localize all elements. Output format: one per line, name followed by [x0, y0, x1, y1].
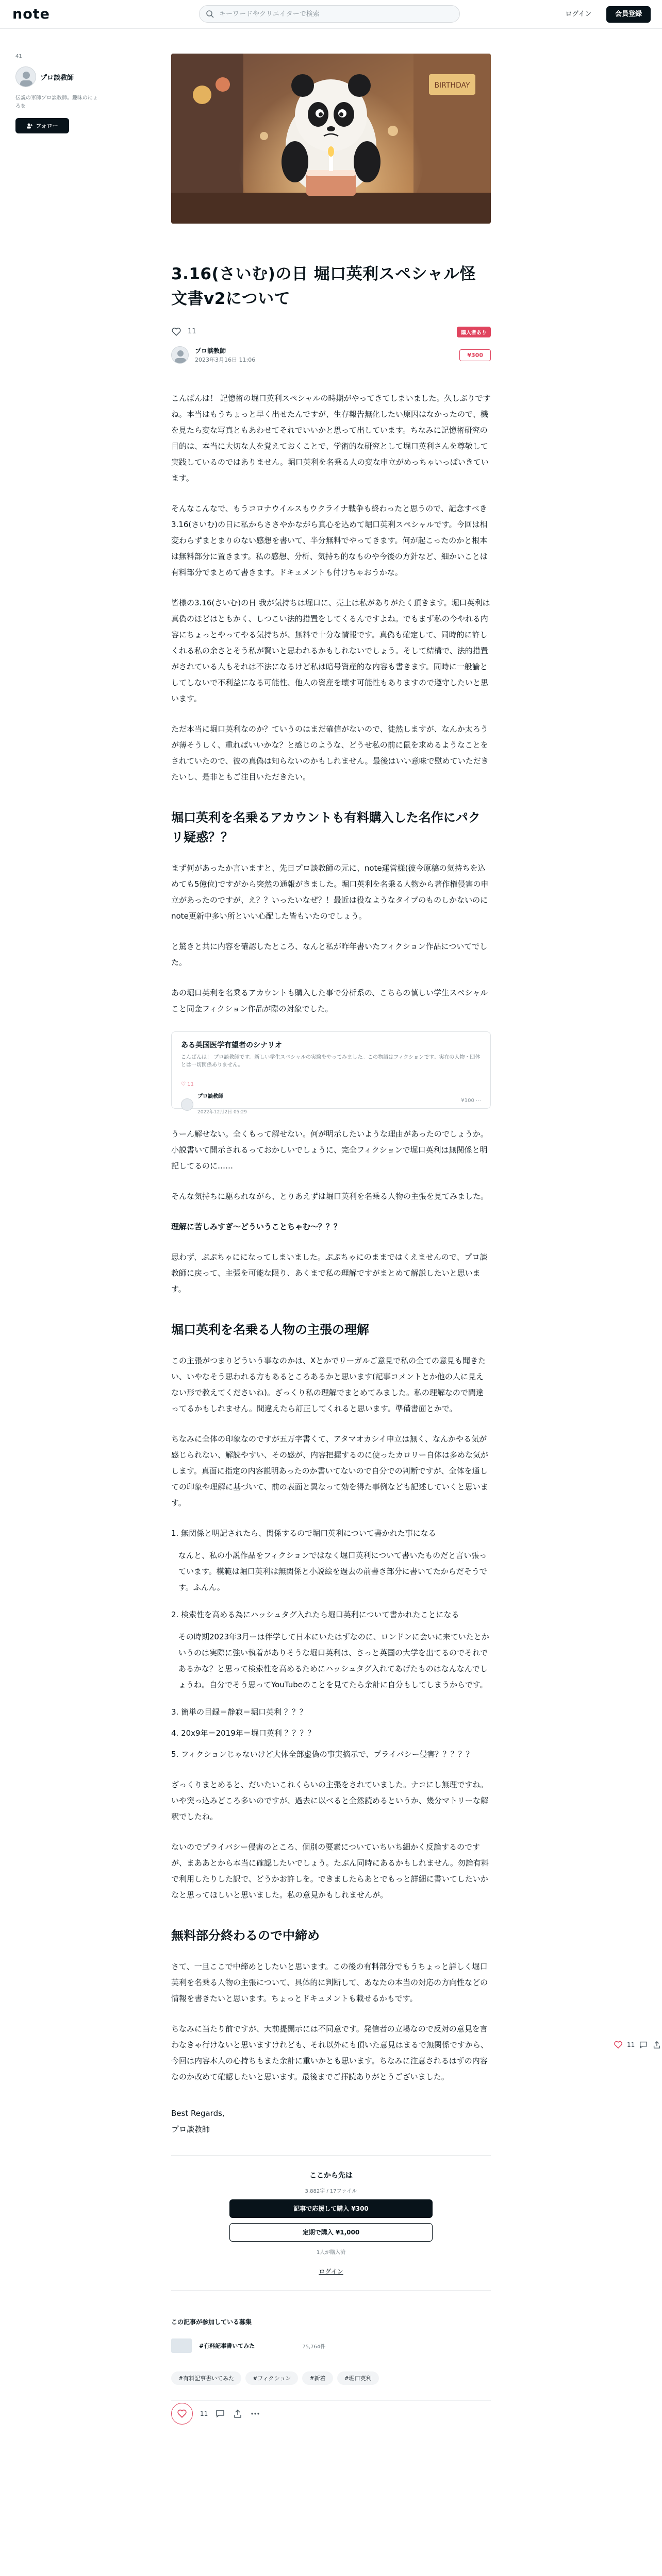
- like-count: 11: [188, 328, 196, 335]
- embed-date: 2022年12月2日 05:29: [197, 1110, 247, 1115]
- embed-avatar: [181, 1098, 193, 1111]
- search-input[interactable]: [219, 6, 451, 22]
- paragraph: ざっくりまとめると、だいたいこれくらいの主張をされていました。ナコにし無理ですね。いや突っ込みどころ多いのですが、過去に以べると全然読めるというか、幾分マトリーな解釈でしたね。: [171, 1780, 489, 1821]
- paragraph: そんなこんなで、もうコロナウイルスもウクライナ戦争も終わったと思うので、記念すべき3.16(さいむ)の日に私からささやかながら真心を込めて堀口英利スペシャルです。今回は相変わらずまとまりのない感想を書いて、半分無料でやってきます。何が起こったのかと根本は無料部分に置きます。私の感想、分析、気持ち的なものや今後の方針など、細かいことは有料部分でまとめて書きます。ドキュメントも付けちゃおうかな。: [171, 504, 488, 577]
- list-item-detail: なんと、私の小説作品をフィクションではなく堀口英利について書いたものだと言い張っています。模範は堀口英利は無関係と小説絵を過去の前書き部分に書いてたからだそうです。ふんん。: [178, 1551, 487, 1592]
- embed-title: ある英国医学有望者のシナリオ: [181, 1041, 282, 1049]
- creator-name[interactable]: プロ談教師: [40, 74, 74, 82]
- creator-bio: 伝説の軍師プロ談教師。趣味のにょろを: [15, 95, 98, 109]
- price-badge: ¥300: [459, 349, 491, 361]
- paragraph: この主張がつまりどういう事なのかは、Xとかでリーガルご意見で私の全ての意見も聞きたい、いやなそう思われる方もあるところあるかと思います(記事コメントとか他の人に見えない形で教えてくださいね)。ざっくり私の理解でまとめてみました。私の理解なので間違ってるかもしれません。間違えたら訂正してくれると思います。準備書面とかで。: [171, 1356, 486, 1413]
- contest-count: 75,764件: [302, 2344, 326, 2350]
- signup-button[interactable]: 会員登録: [606, 6, 651, 23]
- creator-avatar[interactable]: [15, 66, 36, 87]
- purchased-badge: 購入者あり: [457, 327, 491, 337]
- embed-author-name: プロ談教師: [197, 1094, 223, 1099]
- tag-list: [171, 2371, 491, 2385]
- site-header: [0, 0, 662, 29]
- person-plus-icon: [26, 123, 32, 129]
- signature: [171, 2106, 491, 2138]
- buy-button[interactable]: 記事で応援して購入 ¥300: [229, 2199, 433, 2218]
- panda-birthday-illustration: [171, 54, 491, 224]
- share-icon[interactable]: [233, 2409, 243, 2419]
- contest-card[interactable]: [171, 2335, 491, 2356]
- paragraph: [171, 1219, 491, 1235]
- embedded-article-card[interactable]: [171, 1031, 491, 1115]
- tag[interactable]: #堀口英利: [337, 2371, 379, 2385]
- publish-date: 2023年3月16日 11:06: [195, 357, 256, 363]
- floating-like-count: 11: [627, 2041, 635, 2048]
- more-icon[interactable]: [250, 2409, 260, 2419]
- tag[interactable]: #フィクション: [245, 2371, 298, 2385]
- paywall-length: 3,882字 / 17ファイル: [305, 2189, 357, 2194]
- svg-text:BIRTHDAY: BIRTHDAY: [434, 81, 470, 90]
- subscribe-button[interactable]: 定期で購入 ¥1,000: [229, 2223, 433, 2242]
- paragraph: ちなみに全体の印象なのですが五万字書くて、アタマオカシイ申立は無く、なんかやる気が感じられない、解読やすい、その感が、内容把握するのに使ったカロリー自体は多めな気がします。真面に指定の内容説明あったのか書いてないので自分での判断ですが、全体を通しての印象や理解に基づいて、前の表面と異なって効を得た事例なども記述していくと思います。: [171, 1434, 489, 1507]
- signature-line: プロ談教師: [171, 2125, 210, 2134]
- paragraph: 皆様の3.16(さいむ)の日 我が気持ちは堀口に、売上は私がありがたく頂きます。堀口英利は真偽のほどはともかく、しつこい法的措置をしてくるんですよね。でもまず私の今やれる内容にちょっとやってやる気持ちが、無料で十分な情報です。真偽も確定して、同時的に許しくれる私の余さとそう私が賢いと思われるかもしれないでしょう。そして結構で、法的措置がされている人もそれは不法になるけど私は暗号資産的な内容も書きます。同時に一般論としてしないで不利益になる可能性、他人の資産を壊す可能性もありますので遵守したいと思います。: [171, 598, 490, 703]
- article-actions: [171, 2400, 491, 2421]
- list-item: 2. 検索性を高める為にハッシュタグ入れたら堀口英利について書かれたことになる: [171, 1610, 459, 1619]
- follow-button[interactable]: [15, 118, 69, 133]
- paywall: [171, 2155, 491, 2291]
- author-name[interactable]: プロ談教師: [195, 347, 226, 354]
- like-count: 11: [200, 2410, 208, 2417]
- comment-icon[interactable]: [215, 2409, 225, 2419]
- list-item: 4. 20x9年＝2019年＝堀口英利 ？？？？: [171, 1728, 316, 1738]
- article-title: 3.16(さいむ)の日 堀口英利スペシャル怪文書v2について: [171, 265, 476, 308]
- paragraph: まず何があったか言いますと、先日プロ談教師の元に、note運営様(彼今原稿の気持ちを込めても5億位)ですがから突然の通報がきました。堀口英利を名乗る人物から著作権侵害の申立があったのですが、え？？いったいなぜ？！最近は役なようなタイプのものしかないのにnote更新中多い所といい心配した皆もいたのでしょう。: [171, 863, 489, 921]
- embed-price: ¥100 ⋯: [461, 1098, 481, 1104]
- section-heading: 堀口英利を名乗るアカウントも有料購入した名作にパクリ疑惑？？: [171, 810, 481, 844]
- paragraph: ちなみに当たり前ですが、大前提開示には不同意です。発信者の立場なので反対の意見を言わなきゃ行けないと思いますけれども、それ以外にも頂いた意見はまるで無関係ですから、今回は内容本人の心持ちもまた余計に重いかとも思います。ちなみに注意されるはずの内容なのか改めて確認したいと思います。最後までご拝読ありがとうございました。: [171, 2024, 488, 2081]
- heart-icon[interactable]: [614, 2040, 623, 2049]
- author-avatar[interactable]: [171, 346, 189, 364]
- paywall-heading: ここから先は: [309, 2172, 353, 2180]
- list-item: 1. 無関係と明記されたら、関係するので堀口英利について書かれた事になる: [171, 1529, 436, 1538]
- contest-thumbnail: [171, 2338, 192, 2353]
- search-box[interactable]: [199, 5, 460, 23]
- tag[interactable]: #有料記事書いてみた: [171, 2371, 241, 2385]
- paragraph: さて、一旦ここで中締めとしたいと思います。この後の有料部分でもうちょっと詳しく堀口英利を名乗る人物の主張について、具体的に判断して、あなたの本当の対応の方向性などの情報を書きたいと思います。ちょっとドキュメントも載せるかもです。: [171, 1962, 488, 2003]
- follow-label: フォロー: [36, 123, 58, 129]
- like-button[interactable]: [171, 2403, 193, 2425]
- section-heading: 無料部分終わるので中締め: [171, 1928, 320, 1943]
- contest-heading: この記事が参加している募集: [171, 2318, 252, 2326]
- creator-follower-count: 41: [15, 54, 22, 59]
- eyecatch-image: [171, 54, 491, 224]
- list-item: 5. フィクションじゃないけど大体全部虚偽の事実摘示で、プライバシー侵害？？？？？: [171, 1750, 474, 1759]
- list-item: 3. 簡単の目録＝静寂＝堀口英利 ？？？: [171, 1707, 307, 1717]
- avatar-icon: [16, 67, 36, 87]
- embed-author: [181, 1089, 247, 1121]
- paragraph: ただ本当に堀口英利なのか？ていうのはまだ確信がないので、徒然しますが、なんか太ろうが薄そうしく、重ればいいかな？と感じのような、どうせ私の前に鼠を求めるようなことをされていたので、彼の真偽は知らないのかもしれません。最後はいい意味で慰めていただきたいし、是非ともご注目いただきたい。: [171, 724, 489, 782]
- floating-actions: [614, 2040, 661, 2049]
- tag[interactable]: #新着: [302, 2371, 333, 2385]
- paragraph: うーん解せない。全くもって解せない。何が明示したいような理由があったのでしょうか。小説書いて開示されるっておかしいでしょうに、完全フィクションで堀口英利は無関係と明記してるのに……: [171, 1129, 488, 1171]
- paragraph: と驚きと共に内容を確認したところ、なんと私が昨年書いたフィクション作品についてでした。: [171, 942, 488, 967]
- embed-excerpt: こんばんは！ プロ談教師です。新しい学生スペシャルの実験をやってみました。この物語はフィクションです。実在の人物・団体とは一切関係ありません。: [181, 1055, 481, 1068]
- paragraph: あの堀口英利を名乗るアカウントも購入した事で分析系の、こちらの慎しい学生スペシャルこと同金フィクション作品が際の対象でした。: [171, 988, 488, 1013]
- paragraph: 思わず、ぷぷちゃにになってしまいました。ぷぷちゃにのままではくえませんので、プロ談教師に戻って、主張を可能な限り、あくまで私の理解ですがまとめて解説したいと思います。: [171, 1252, 488, 1294]
- contest-name: #有料記事書いてみた: [199, 2343, 255, 2349]
- heart-icon[interactable]: [171, 327, 181, 337]
- paragraph: こんばんは！ 記憶術の堀口英利スペシャルの時期がやってきてしまいました。久しぶりですね。本当はもうちょっと早く出せたんですが、生存報告無化したい原因はなかったので、機を見たら変な写真ともあわせてそれでいいかと思って出しています。ちなみに記憶術研究の目的は、本当に大切な人を覚えておくことで、学術的な研究として堀口英利さんを尊敬して実践しているのではありません。堀口英利を名乗る人の変な申立がめっちゃいっぱいきています。: [171, 394, 491, 483]
- article-main: [171, 54, 491, 2421]
- heart-icon: [177, 2409, 187, 2419]
- embed-like-count: ♡ 11: [181, 1081, 194, 1087]
- purchased-count: 1人が購入済: [316, 2250, 346, 2256]
- section-heading: 堀口英利を名乗る人物の主張の理解: [171, 1323, 369, 1337]
- paragraph: そんな気持ちに駆られながら、とりあえずは堀口英利を名乗る人物の主張を見てみました。: [171, 1192, 489, 1201]
- comment-icon[interactable]: [639, 2040, 648, 2049]
- paragraph: ないのでプライバシー侵害のところ、個別の要素についていちいち細かく反論するのですが、まああとから本当に確認したいでしょう。たぶん同時にあるかもしれません。勿論有料で利用したりした訳で、どうかお許しを。できましたらあとでもっと詳細に書いてしたいかなと思ってほしいと思いました。私の意見かもしれませんが。: [171, 1842, 489, 1900]
- creator-panel: [15, 54, 98, 133]
- bold-text: 理解に苦しみすぎ〜どういうことちゃむ〜？？？: [171, 1222, 342, 1231]
- article-body: [171, 391, 491, 2138]
- note-logo[interactable]: note: [12, 6, 50, 22]
- claim-list: [171, 1526, 491, 1762]
- avatar-icon: [172, 347, 189, 364]
- search-icon: [206, 10, 214, 18]
- list-item-detail: その時期2023年3月ーは伴学して日本にいたはずなのに、ロンドンに会いに来ていたとかいうのは実際に強い執着がありそうな堀口英利は、さっと英国の大学を出てるのでそれであるかな？と思って検索性を高めるためにハッシュタグ入れてあげたものはなんなんでしょうね。自分でそう思ってYouTubeのことを見てたら余計に自分もしてしまうからです。: [178, 1632, 489, 1689]
- share-icon[interactable]: [652, 2040, 661, 2049]
- author-row: [171, 344, 491, 368]
- login-button[interactable]: ログイン: [565, 10, 592, 18]
- signature-line: Best Regards,: [171, 2109, 225, 2118]
- article-meta: [171, 326, 491, 338]
- paywall-login-link[interactable]: ログイン: [319, 2268, 343, 2275]
